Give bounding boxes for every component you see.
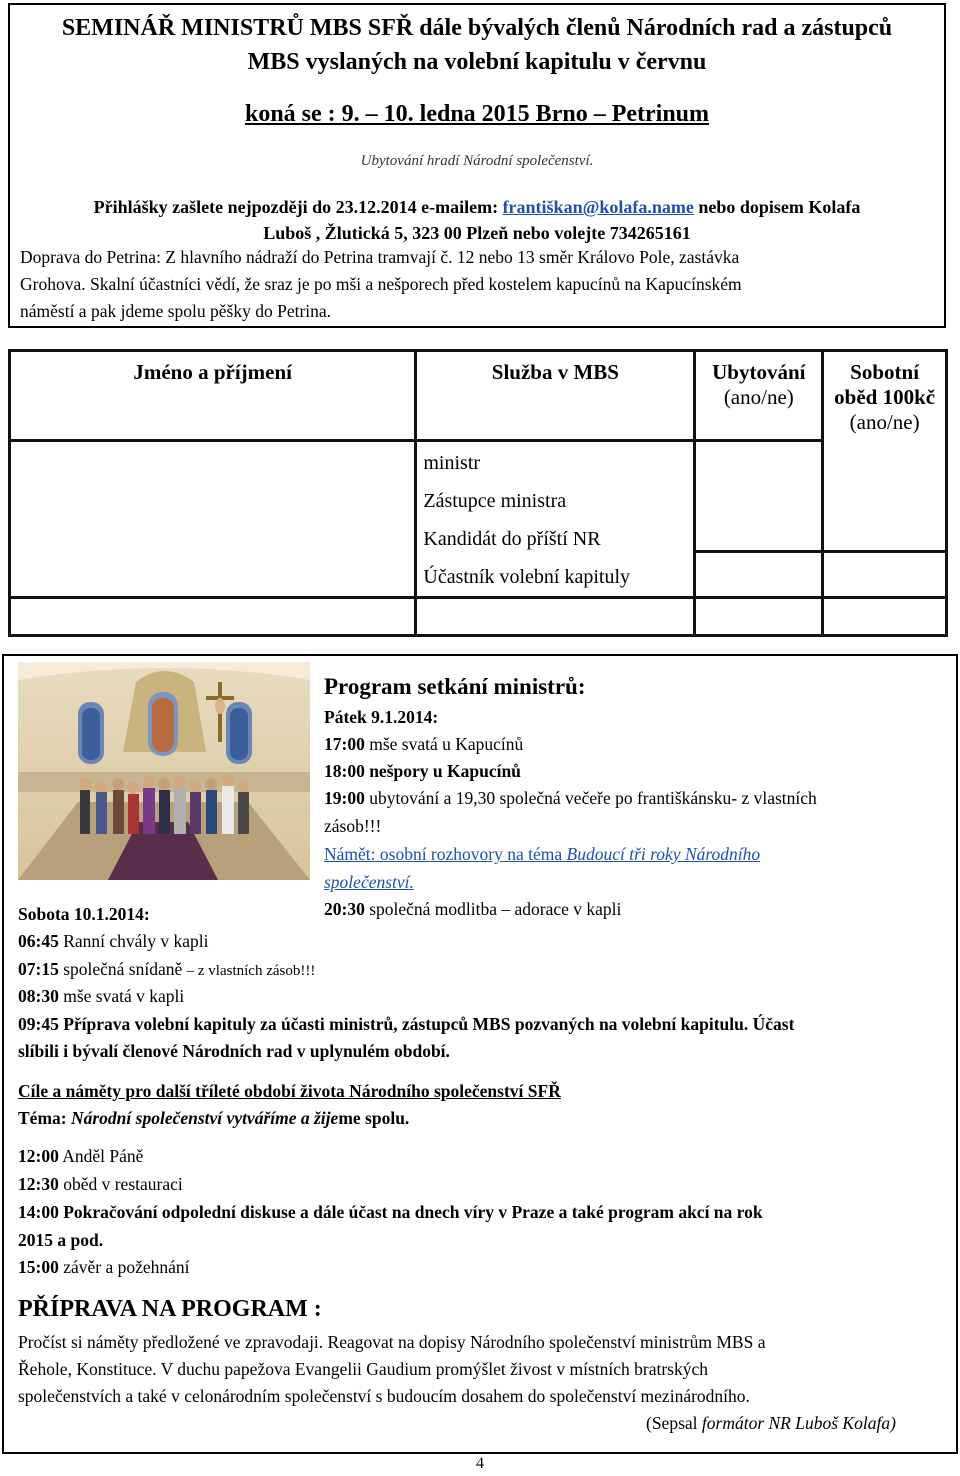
name-input-cell[interactable] bbox=[10, 441, 416, 598]
signature: (Sepsal formátor NR Luboš Kolafa) bbox=[646, 1413, 896, 1433]
service-options-cell bbox=[416, 441, 695, 598]
friday-theme-2: společenství. bbox=[324, 872, 414, 892]
topic-line: Téma: Národní společenství vytváříme a žijeme spolu. bbox=[18, 1108, 410, 1128]
prep-line-3: společenstvích a také v celonárodním společenství s budoucím dosahem do společenství mezinárodního. bbox=[18, 1386, 750, 1406]
header-lunch-3: (ano/ne) bbox=[849, 410, 920, 434]
saturday-item-7-line-2: 2015 a pod. bbox=[18, 1230, 104, 1250]
friday-item-3: 19:00 ubytování a 19,30 společná večeře po františkánsku- z vlastních bbox=[324, 788, 817, 808]
service-option-4: Účastník volební kapituly bbox=[423, 566, 631, 588]
prep-line-2: Řehole, Konstituce. V duchu papežova Evangelii Gaudium promýšlet živost v místních bratrských bbox=[18, 1359, 708, 1379]
header-lodging-2: (ano/ne) bbox=[723, 385, 794, 409]
header-lodging bbox=[695, 351, 823, 441]
friday-item-1: 17:00 mše svatá u Kapucínů bbox=[324, 734, 524, 754]
date-line: koná se : 9. – 10. ledna 2015 Brno – Petrinum bbox=[244, 101, 709, 127]
lunch-input-cell-2[interactable] bbox=[823, 598, 947, 636]
signup-prefix: Přihlášky zašlete nejpozději do 23.12.2014 e-mailem: bbox=[93, 197, 503, 217]
transport-line-2: Grohova. Skalní účastníci vědí, že sraz je po mši a nešporech před kostelem kapucínů na Kapucínském bbox=[20, 274, 742, 294]
saturday-item-2: 07:15 společná snídaně – z vlastních zásob!!! bbox=[18, 959, 316, 979]
header-lunch bbox=[823, 351, 947, 552]
saturday-item-1: 06:45 Ranní chvály v kapli bbox=[18, 931, 209, 951]
group-photo bbox=[18, 662, 310, 880]
signup-line bbox=[10, 197, 944, 218]
friday-item-3b: zásob!!! bbox=[324, 816, 382, 836]
saturday-item-5: 12:00 Anděl Páně bbox=[18, 1146, 144, 1166]
prep-line-1: Pročíst si náměty předložené ve zpravodaji. Reagovat na dopisy Národního společenství ministrům MBS a bbox=[18, 1332, 766, 1352]
lodging-note: Ubytování hradí Národní společenství. bbox=[360, 153, 594, 169]
signup-email-link[interactable]: františkan@kolafa.name bbox=[502, 197, 694, 217]
service-option-2: Zástupce ministra bbox=[423, 490, 567, 512]
address-line: Luboš , Žlutická 5, 323 00 Plzeň nebo volejte 734265161 bbox=[263, 223, 691, 243]
program-title: Program setkání ministrů: bbox=[324, 674, 586, 699]
transport-line-3: náměstí a pak jdeme spolu pěšky do Petrina. bbox=[20, 301, 332, 321]
header-lodging-1: Ubytování bbox=[712, 360, 806, 384]
service-option-1: ministr bbox=[423, 452, 481, 474]
header-lunch-1: Sobotní bbox=[850, 360, 920, 384]
lodging-input-cell[interactable] bbox=[695, 441, 823, 552]
registration-table bbox=[8, 349, 948, 637]
lunch-input-cell[interactable] bbox=[823, 551, 947, 597]
saturday-item-8: 15:00 závěr a požehnání bbox=[18, 1257, 190, 1277]
lodging-input-cell-3[interactable] bbox=[695, 598, 823, 636]
header-name: Jméno a příjmení bbox=[10, 351, 416, 441]
title-line-1: SEMINÁŘ MINISTRŮ MBS SFŘ dále bývalých členů Národních rad a zástupců bbox=[61, 15, 893, 41]
prep-title: PŘÍPRAVA NA PROGRAM : bbox=[18, 1296, 322, 1322]
saturday-date: Sobota 10.1.2014: bbox=[18, 904, 150, 924]
saturday-item-7-line-1: 14:00 Pokračování odpolední diskuse a dále účast na dnech víry v Praze a také program akcí na rok bbox=[18, 1202, 763, 1222]
seminar-info-box bbox=[8, 3, 946, 328]
header-lunch-2: oběd 100kč bbox=[834, 385, 936, 409]
name-input-cell-2[interactable] bbox=[10, 598, 416, 636]
saturday-item-3: 08:30 mše svatá v kapli bbox=[18, 986, 185, 1006]
saturday-item-4-line-1: 09:45 Příprava volební kapituly za účasti ministrů, zástupců MBS pozvaných na volební kapitulu. Účast bbox=[18, 1014, 795, 1034]
friday-date: Pátek 9.1.2014: bbox=[324, 707, 439, 727]
friday-item-4: 20:30 společná modlitba – adorace v kapli bbox=[324, 899, 622, 919]
lodging-input-cell-2[interactable] bbox=[695, 551, 823, 597]
friday-theme: Námět: osobní rozhovory na téma Budoucí tři roky Národního bbox=[324, 844, 761, 864]
title-line-2: MBS vyslaných na volební kapitulu v červnu bbox=[247, 49, 707, 75]
header-service: Služba v MBS bbox=[416, 351, 695, 441]
signup-suffix: nebo dopisem Kolafa bbox=[693, 197, 861, 217]
page-number: 4 bbox=[476, 1455, 484, 1472]
transport-line-1: Doprava do Petrina: Z hlavního nádraží do Petrina tramvají č. 12 nebo 13 směr Královo Pole, zastávka bbox=[20, 247, 740, 267]
friday-item-2: 18:00 nešpory u Kapucínů bbox=[324, 761, 521, 781]
saturday-item-6: 12:30 oběd v restauraci bbox=[18, 1174, 183, 1194]
saturday-item-4-line-2: slíbili i bývalí členové Národních rad v uplynulém období. bbox=[18, 1041, 450, 1061]
service-option-3: Kandidát do příští NR bbox=[423, 528, 601, 550]
goals-heading: Cíle a náměty pro další tříleté období života Národního společenství SFŘ bbox=[18, 1081, 561, 1101]
service-input-cell-2[interactable] bbox=[416, 598, 695, 636]
